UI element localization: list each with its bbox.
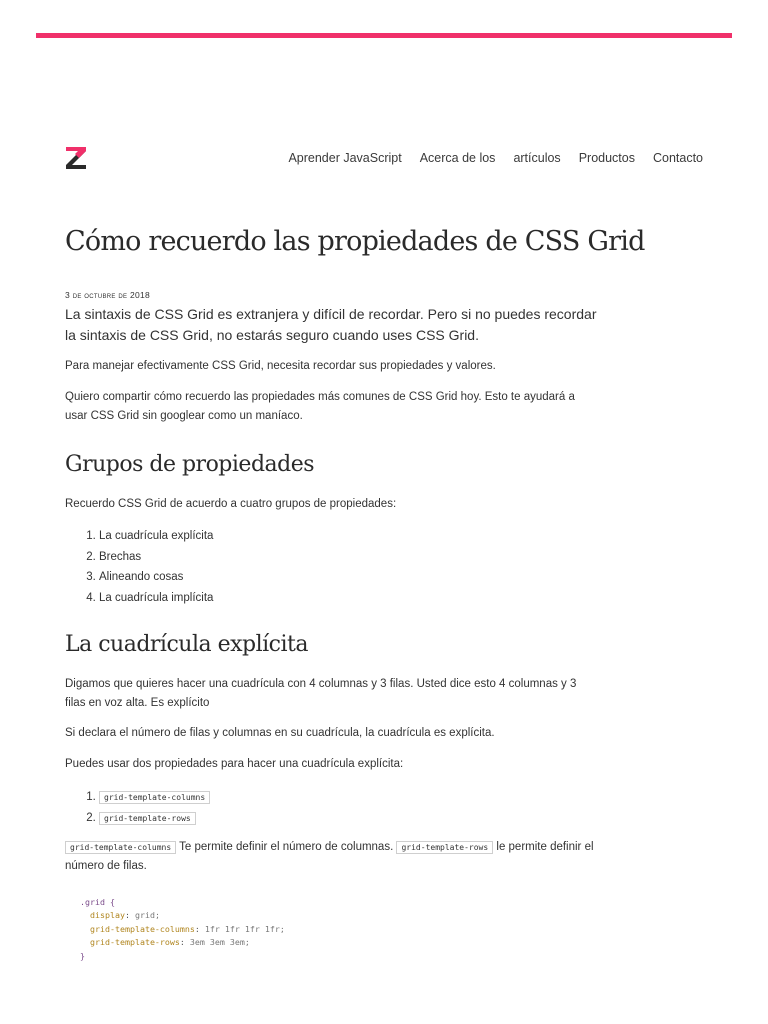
main-nav xyxy=(288,151,703,165)
code-value: 3em 3em 3em; xyxy=(189,937,250,948)
list-item: 2. Brechas xyxy=(99,547,213,568)
props-list xyxy=(65,787,210,828)
paragraph-4: Digamos que quieres hacer una cuadrícula con 4 columnas y 3 filas. Usted dice esto 4 columnas y 3 filas en voz alta. Es explícito xyxy=(65,678,577,709)
groups-list xyxy=(65,526,213,608)
article-date: 3 de octubre de 2018 xyxy=(65,290,151,300)
list-item: 4. La cuadrícula implícita xyxy=(99,588,213,609)
article-title: Cómo recuerdo las propiedades de CSS Grid xyxy=(65,226,645,257)
code-close-brace: } xyxy=(80,950,85,961)
inline-code: grid-template-rows xyxy=(396,841,493,854)
paragraph-1: Para manejar efectivamente CSS Grid, necesita recordar sus propiedades y valores. xyxy=(65,360,496,372)
paragraph-6: Puedes usar dos propiedades para hacer una cuadrícula explícita: xyxy=(65,758,404,770)
paragraph-3: Recuerdo CSS Grid de acuerdo a cuatro grupos de propiedades: xyxy=(65,498,397,510)
logo-z-icon[interactable] xyxy=(65,146,87,170)
nav-link-articles[interactable]: artículos xyxy=(513,151,561,165)
code-property: grid-template-columns xyxy=(90,923,195,934)
inline-code: grid-template-rows xyxy=(99,812,196,825)
paragraph-7-text-2: le permite definir el número de filas. xyxy=(65,841,594,872)
list-item xyxy=(99,787,210,808)
nav-link-about[interactable]: Acerca de los xyxy=(419,151,496,165)
top-accent-bar xyxy=(36,33,732,38)
code-property: display xyxy=(90,910,125,921)
paragraph-7 xyxy=(65,838,605,876)
inline-code: grid-template-columns xyxy=(99,791,210,804)
nav-link-learn-js[interactable]: Aprender JavaScript xyxy=(288,151,402,165)
code-selector: .grid { xyxy=(80,897,115,907)
nav-link-products[interactable]: Productos xyxy=(578,151,635,165)
code-value: grid; xyxy=(134,910,160,921)
paragraph-7-text-1: Te permite definir el número de columnas. xyxy=(176,841,397,853)
code-value: 1fr 1fr 1fr 1fr; xyxy=(204,923,285,934)
paragraph-5: Si declara el número de filas y columnas en su cuadrícula, la cuadrícula es explícita. xyxy=(65,727,495,739)
list-item xyxy=(99,808,210,829)
list-item: 3. Alineando cosas xyxy=(99,567,213,588)
nav-link-contact[interactable]: Contacto xyxy=(652,151,703,165)
paragraph-2: Quiero compartir cómo recuerdo las propiedades más comunes de CSS Grid hoy. Esto te ayudará a usar CSS Grid sin googlear como un maníaco. xyxy=(65,391,575,422)
code-block: .grid { display: grid; grid-template-columns: 1fr 1fr 1fr 1fr; grid-template-rows: 3em 3em 3em; } xyxy=(80,897,285,961)
article-lead: La sintaxis de CSS Grid es extranjera y difícil de recordar. Pero si no puedes recordar la sintaxis de CSS Grid, no estarás seguro cuando uses CSS Grid. xyxy=(65,306,597,343)
heading-property-groups: Grupos de propiedades xyxy=(65,452,315,477)
list-item: 1. La cuadrícula explícita xyxy=(99,526,213,547)
inline-code: grid-template-columns xyxy=(65,841,176,854)
code-property: grid-template-rows xyxy=(90,937,180,948)
heading-explicit-grid: La cuadrícula explícita xyxy=(65,632,308,657)
